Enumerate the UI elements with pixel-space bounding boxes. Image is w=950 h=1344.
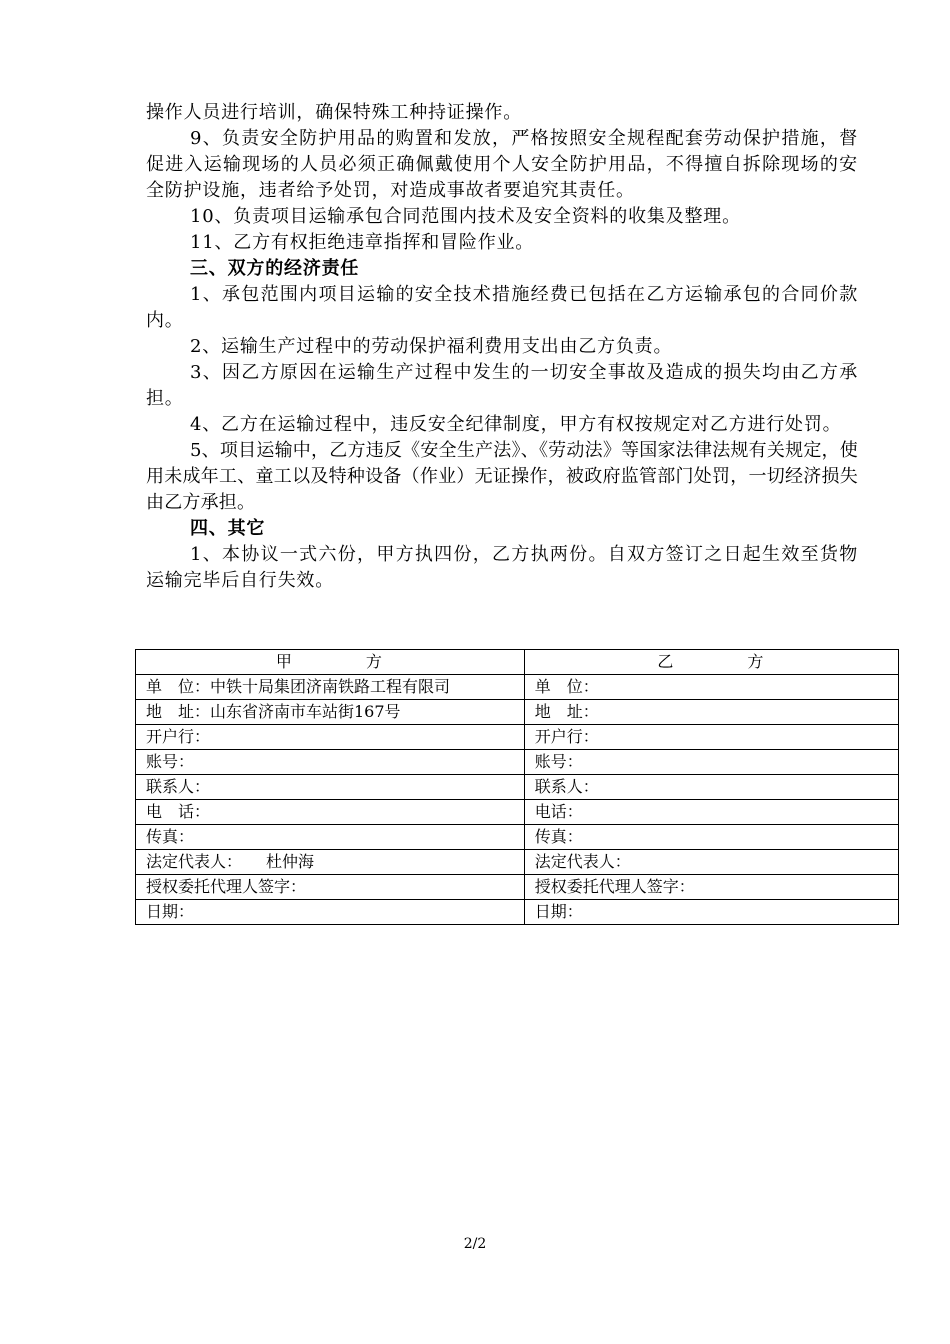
table-row bbox=[136, 675, 899, 700]
table-row bbox=[136, 700, 899, 725]
party-b-bank: 开户行： bbox=[524, 725, 898, 750]
party-a-account: 账号： bbox=[136, 750, 525, 775]
paragraph-clause-10: 10、负责项目运输承包合同范围内技术及安全资料的收集及整理。 bbox=[190, 206, 741, 227]
page-number: 2/2 bbox=[463, 1236, 487, 1252]
contract-body bbox=[146, 100, 858, 594]
paragraph-other-1: 1、本协议一式六份，甲方执四份，乙方执两份。自双方签订之日起生效至货物运输完毕后自行失效。 bbox=[146, 544, 858, 591]
party-a-unit: 单 位：中铁十局集团济南铁路工程有限司 bbox=[136, 675, 525, 700]
party-a-legal-representative: 法定代表人： 杜仲海 bbox=[136, 850, 525, 875]
parties-signature-table bbox=[135, 649, 899, 925]
party-b-date: 日期： bbox=[524, 900, 898, 925]
table-row bbox=[136, 750, 899, 775]
party-b-authorized-agent-signature: 授权委托代理人签字： bbox=[524, 875, 898, 900]
party-b-address: 地 址： bbox=[524, 700, 898, 725]
party-a-address: 地 址：山东省济南市车站街167号 bbox=[136, 700, 525, 725]
paragraph-economic-4: 4、乙方在运输过程中，违反安全纪律制度，甲方有权按规定对乙方进行处罚。 bbox=[190, 414, 842, 435]
party-a-phone: 电 话： bbox=[136, 800, 525, 825]
paragraph-economic-2: 2、运输生产过程中的劳动保护福利费用支出由乙方负责。 bbox=[190, 336, 673, 357]
section-heading-other: 四、其它 bbox=[190, 518, 266, 539]
table-row bbox=[136, 800, 899, 825]
table-header-row bbox=[136, 650, 899, 675]
party-a-header: 甲 方 bbox=[136, 650, 525, 675]
party-a-contact: 联系人： bbox=[136, 775, 525, 800]
paragraph-clause-9: 9、负责安全防护用品的购置和发放，严格按照安全规程配套劳动保护措施，督促进入运输现场的人员必须正确佩戴使用个人安全防护用品，不得擅自拆除现场的安全防护设施，违者给予处罚，对造成事故者要追究其责任。 bbox=[146, 128, 858, 201]
party-b-header: 乙 方 bbox=[524, 650, 898, 675]
table-row bbox=[136, 900, 899, 925]
party-b-contact: 联系人： bbox=[524, 775, 898, 800]
party-b-phone: 电话： bbox=[524, 800, 898, 825]
party-b-account: 账号： bbox=[524, 750, 898, 775]
party-b-fax: 传真： bbox=[524, 825, 898, 850]
party-a-authorized-agent-signature: 授权委托代理人签字： bbox=[136, 875, 525, 900]
party-b-legal-representative: 法定代表人： bbox=[524, 850, 898, 875]
paragraph-clause-11: 11、乙方有权拒绝违章指挥和冒险作业。 bbox=[190, 232, 535, 253]
section-heading-economic-responsibility: 三、双方的经济责任 bbox=[190, 258, 360, 279]
table-row bbox=[136, 775, 899, 800]
table-row bbox=[136, 850, 899, 875]
paragraph-economic-3: 3、因乙方原因在运输生产过程中发生的一切安全事故及造成的损失均由乙方承担。 bbox=[146, 362, 858, 409]
party-a-date: 日期： bbox=[136, 900, 525, 925]
paragraph-economic-1: 1、承包范围内项目运输的安全技术措施经费已包括在乙方运输承包的合同价款内。 bbox=[146, 284, 858, 331]
table-row bbox=[136, 725, 899, 750]
party-a-fax: 传真： bbox=[136, 825, 525, 850]
table-row bbox=[136, 875, 899, 900]
table-row bbox=[136, 825, 899, 850]
party-b-unit: 单 位： bbox=[524, 675, 898, 700]
paragraph-economic-5: 5、项目运输中，乙方违反《安全生产法》、《劳动法》等国家法律法规有关规定，使用未成年工、童工以及特种设备（作业）无证操作，被政府监管部门处罚，一切经济损失由乙方承担。 bbox=[146, 440, 858, 513]
party-a-bank: 开户行： bbox=[136, 725, 525, 750]
paragraph-training-continuation: 操作人员进行培训，确保特殊工种持证操作。 bbox=[146, 102, 522, 123]
